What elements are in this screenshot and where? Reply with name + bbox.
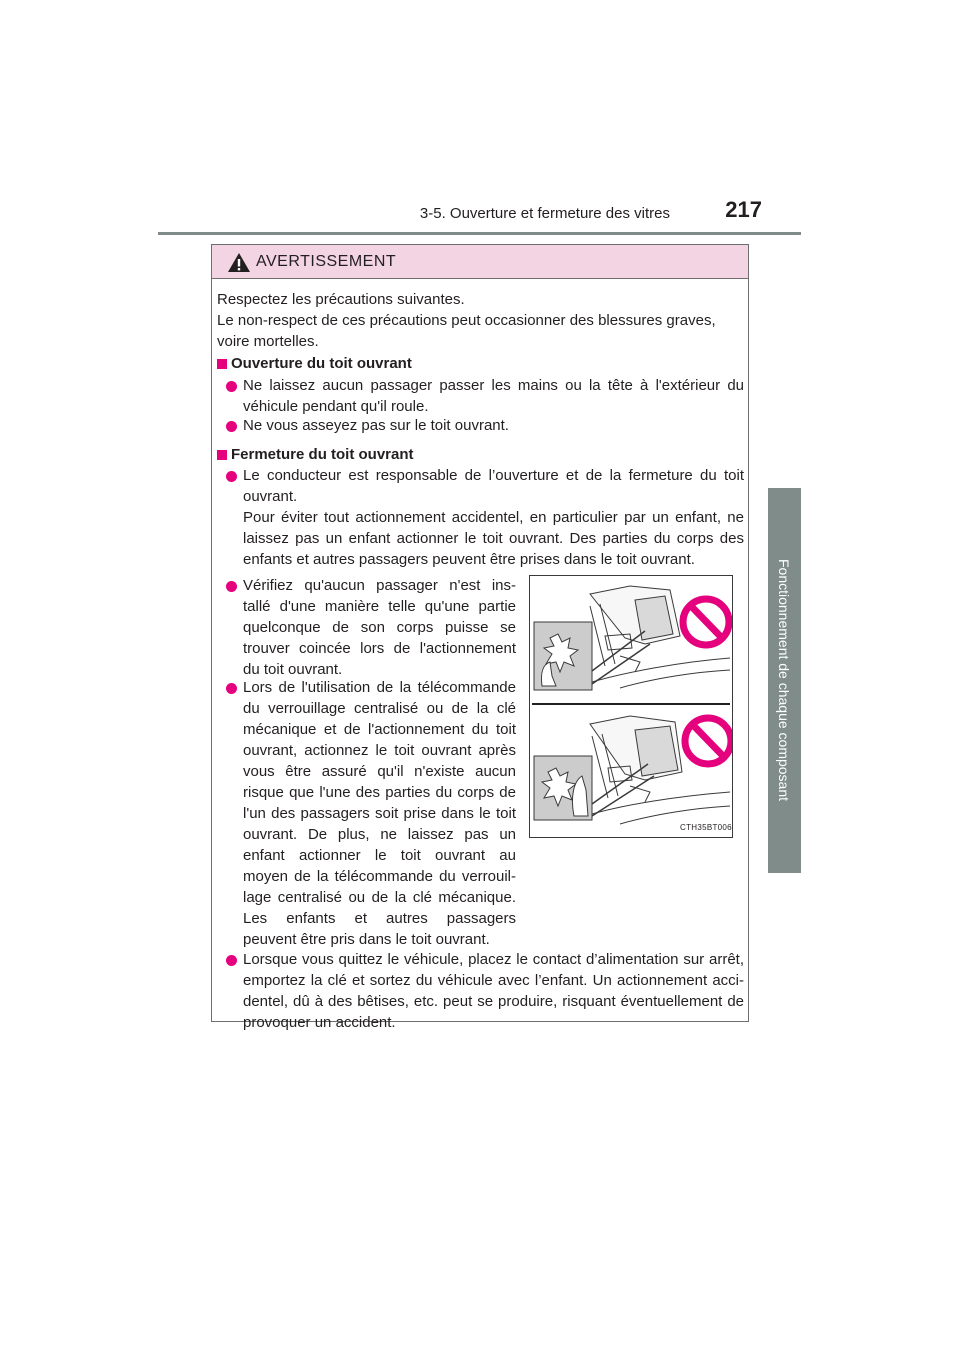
- bullet-text: du verrouillage centralisé ou de la clé: [243, 700, 516, 717]
- bullet-text: Le conducteur est responsable de l’ouverture et de la fermeture du toit: [243, 467, 744, 484]
- sunroof-hazard-drawing: [530, 576, 732, 837]
- bullet-text: risque que l'une des parties du corps de: [243, 784, 516, 801]
- bullet-dot-icon: [226, 471, 237, 482]
- bullet-text: ouvrant. De plus, ne laissez pas un: [243, 826, 516, 843]
- bullet-text: Lors de l'utilisation de la télécommande: [243, 679, 516, 696]
- warning-header: [212, 245, 748, 279]
- chapter-number: 3: [780, 444, 789, 459]
- section-title: 3-5. Ouverture et fermeture des vitres: [419, 205, 670, 222]
- bullet-text: Ne laissez aucun passager passer les mains ou la tête à l'extérieur du: [243, 377, 744, 394]
- bullet-dot-icon: [226, 581, 237, 592]
- sunroof-warning-illustration: [529, 575, 733, 838]
- bullet-text: Les enfants et autres passagers: [243, 910, 516, 927]
- bullet-text: moyen de la télécommande du verrouil-: [243, 868, 516, 885]
- bullet-text: du toit ouvrant.: [243, 661, 343, 678]
- bullet-text: emportez la clé et sortez du véhicule avec l’enfant. Un actionnement acci-: [243, 972, 744, 989]
- bullet-text: ouvrant.: [243, 488, 298, 505]
- square-bullet-icon: [217, 359, 227, 369]
- illustration-code: CTH35BT006: [680, 823, 732, 832]
- intro-line: Respectez les précautions suivantes.: [217, 291, 465, 308]
- intro-line: voire mortelles.: [217, 333, 319, 350]
- intro-line: Le non-respect de ces précautions peut occasionner des blessures graves,: [217, 312, 716, 329]
- warning-title: AVERTISSEMENT: [256, 253, 397, 270]
- section-heading-opening: Ouverture du toit ouvrant: [231, 355, 412, 372]
- bullet-text: vous être assuré qu'il n'existe aucun: [243, 763, 516, 780]
- header-rule: [158, 232, 801, 235]
- bullet-dot-icon: [226, 683, 237, 694]
- bullet-text: trouver coincée lors de l'actionnement: [243, 640, 516, 657]
- bullet-text: enfant actionner le toit ouvrant au: [243, 847, 516, 864]
- bullet-dot-icon: [226, 381, 237, 392]
- section-heading-closing: Fermeture du toit ouvrant: [231, 446, 414, 463]
- bullet-text: peuvent être pris dans le toit ouvrant.: [243, 931, 490, 948]
- bullet-text: tallé d'une manière telle qu'une partie: [243, 598, 516, 615]
- bullet-dot-icon: [226, 955, 237, 966]
- chapter-title: Fonctionnement de chaque composant: [776, 558, 792, 802]
- bullet-text: Lorsque vous quittez le véhicule, placez le contact d’alimentation sur arrêt,: [243, 951, 744, 968]
- page-number: 217: [725, 197, 762, 222]
- bullet-text: provoquer un accident.: [243, 1014, 396, 1031]
- bullet-text: véhicule pendant qu'il roule.: [243, 398, 429, 415]
- bullet-text: laissez pas un enfant actionner le toit ouvrant. Des parties du corps des: [243, 530, 744, 547]
- bullet-text: enfants et autres passagers peuvent être prises dans le toit ouvrant.: [243, 551, 695, 568]
- bullet-text: Vérifiez qu'aucun passager n'est ins-: [243, 577, 516, 594]
- bullet-text: dentel, dû à des bêtises, etc. peut se produire, risquant éventuellement de: [243, 993, 744, 1010]
- bullet-text: mécanique et de l'actionnement du toit: [243, 721, 516, 738]
- bullet-text: l'un des passagers soit prise dans le toit: [243, 805, 516, 822]
- bullet-text: ouvrant, actionnez le toit ouvrant après: [243, 742, 516, 759]
- bullet-dot-icon: [226, 421, 237, 432]
- warning-triangle-icon: [227, 252, 251, 273]
- square-bullet-icon: [217, 450, 227, 460]
- bullet-text: lage centralisé ou de la clé mécanique.: [243, 889, 516, 906]
- bullet-text: quelconque de son corps puisse se: [243, 619, 516, 636]
- bullet-text: Pour éviter tout actionnement accidentel, en particulier par un enfant, ne: [243, 509, 744, 526]
- bullet-text: Ne vous asseyez pas sur le toit ouvrant.: [243, 417, 509, 434]
